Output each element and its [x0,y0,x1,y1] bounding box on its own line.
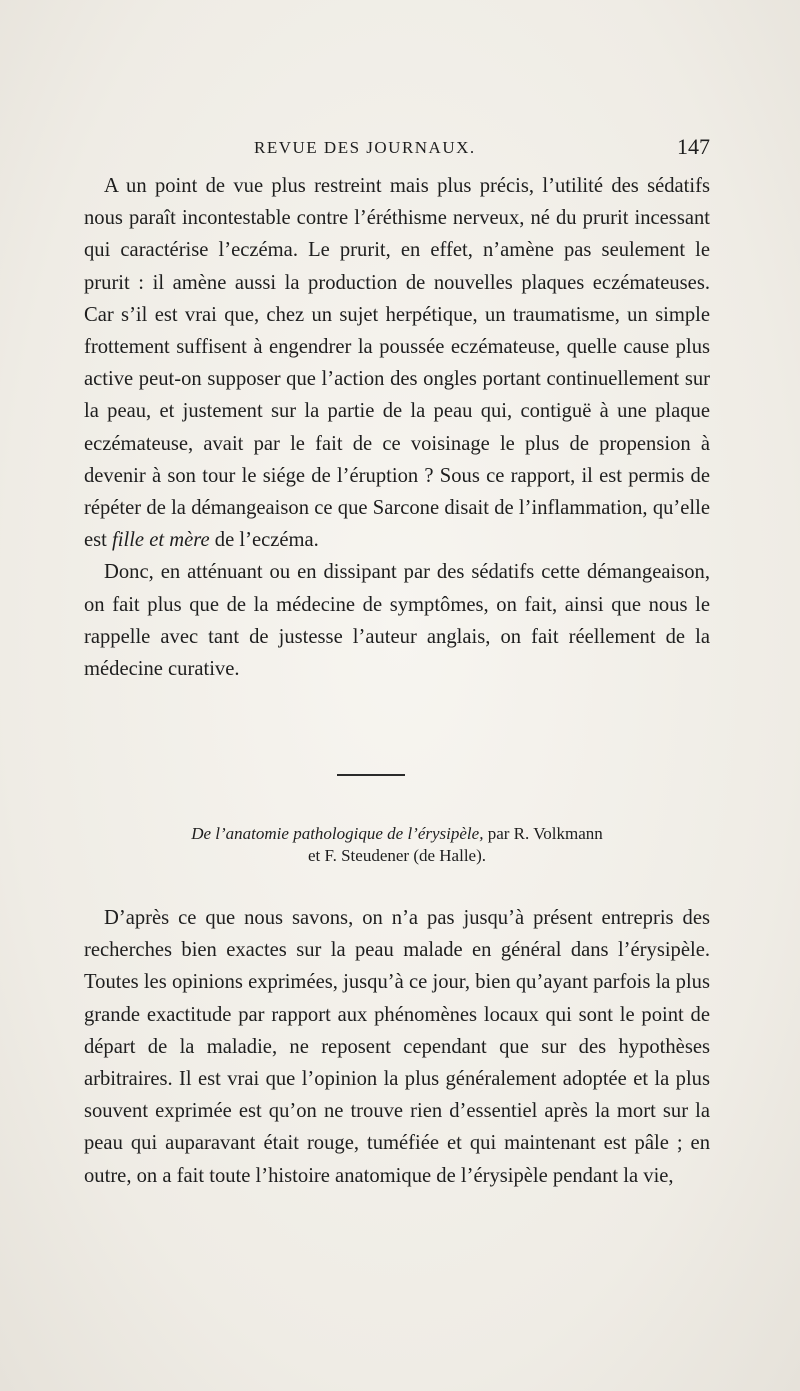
paragraph-3: D’après ce que nous savons, on n’a pas jusqu’à présent entrepris des recherches bien exactes sur la peau malade en général dans l’érysipèle. Toutes les opinions exprimées, jusqu’à ce jour, bien qu’ayant parfois la plus grande exactitude par rapport aux phénomènes locaux qui sont le point de départ de la maladie, ne reposent cependant que sur des hypothèses arbitraires. Il est vrai que l’opinion la plus généralement adoptée et la plus souvent exprimée est qu’on ne trouve rien d’essentiel après la mort sur la peau qui auparavant était rouge, tuméfiée et qui maintenant est pâle ; en outre, on a fait toute l’histoire anatomique de l’érysipèle pendant la vie, [84,907,710,1187]
section-erysipele [84,902,710,1192]
emphasis-text: fille et mère [112,529,210,552]
article-title-italic: De l’anatomie pathologique de l’érysipèle, [191,824,484,843]
section-divider [337,774,405,776]
page-number: 147 [677,134,710,159]
article-title-line-1 [84,823,710,845]
running-head: REVUE DES JOURNAUX. [254,138,476,157]
paragraph-1-text: A un point de vue plus restreint mais plus précis, l’utilité des sédatifs nous paraît incontestable contre l’éréthisme nerveux, né du prurit incessant qui caractérise l’eczéma. Le prurit, en effet, n’amène pas seulement le prurit : il amène aussi la production de nouvelles plaques eczémateuses. Car s’il est vrai que, chez un sujet herpétique, un traumatisme, un simple frottement suffisent à engendrer la poussée eczémateuse, quelle cause plus active peut-on supposer que l’action des ongles portant continuellement sur la peau, et justement sur la partie de la peau qui, contiguë à une plaque eczémateuse, avait par le fait de ce voisinage le plus de propension à devenir à son tour le siége de l’éruption ? Sous ce rapport, il est permis de répéter de la démangeaison ce que Sarcone disait de l’inflammation, qu’elle est [84,175,710,552]
paragraph-1-end: de l’eczéma. [209,529,319,552]
page-header [84,134,710,168]
paragraph-1 [84,170,710,556]
article-title-line-2: et F. Steudener (de Halle). [307,846,487,865]
article-authors-1: par R. Volkmann [483,824,603,843]
section-sedatifs [84,170,710,685]
article-title [84,823,710,867]
paragraph-2: Donc, en atténuant ou en dissipant par des sédatifs cette démangeaison, on fait plus que de la médecine de symptômes, on fait, ainsi que nous le rappelle avec tant de justesse l’auteur anglais, on fait réellement de la médecine curative. [84,561,710,681]
